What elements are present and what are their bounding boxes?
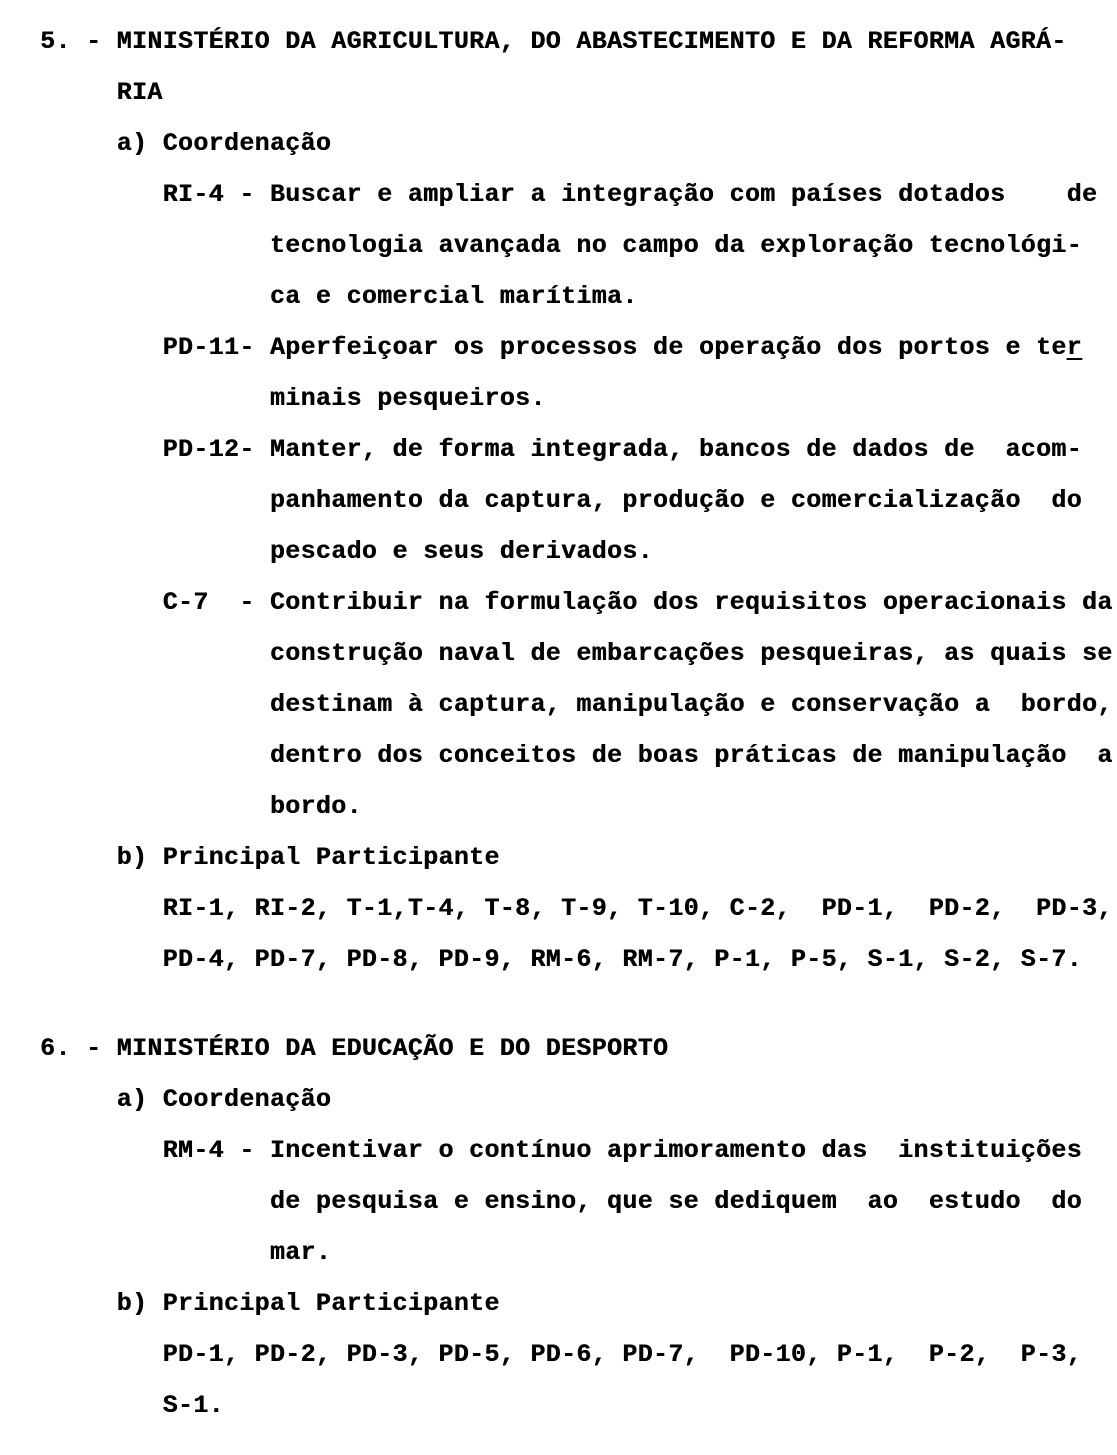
document-line (40, 628, 1117, 679)
document-line (40, 781, 1117, 832)
document-line (40, 934, 1117, 985)
document-line (40, 118, 1117, 169)
line-text: ca e comercial marítima. (40, 282, 638, 311)
line-text: RI-4 - Buscar e ampliar a integração com países dotados de (40, 180, 1098, 209)
document-line (40, 883, 1117, 934)
line-text: S-1. (40, 1391, 224, 1420)
line-text: C-7 - Contribuir na formulação dos requisitos operacionais da (40, 588, 1113, 617)
document-line (40, 1023, 1117, 1074)
line-text: destinam à captura, manipulação e conservação a bordo, (40, 690, 1113, 719)
document-line (40, 67, 1117, 118)
document-line (40, 169, 1117, 220)
line-text: RIA (40, 78, 163, 107)
document-line (40, 271, 1117, 322)
line-text: bordo. (40, 792, 362, 821)
line-text: PD-12- Manter, de forma integrada, bancos de dados de acom- (40, 435, 1082, 464)
line-text: RM-4 - Incentivar o contínuo aprimoramento das instituições (40, 1136, 1082, 1165)
line-text: 6. - MINISTÉRIO DA EDUCAÇÃO E DO DESPORTO (40, 1034, 669, 1063)
line-text: pescado e seus derivados. (40, 537, 653, 566)
line-text: PD-4, PD-7, PD-8, PD-9, RM-6, RM-7, P-1, P-5, S-1, S-2, S-7. (40, 945, 1082, 974)
document-line (40, 1227, 1117, 1278)
document-line (40, 1176, 1117, 1227)
document-line (40, 1329, 1117, 1380)
line-text: a) Coordenação (40, 129, 332, 158)
document-line (40, 679, 1117, 730)
document-line (40, 1125, 1117, 1176)
document-line (40, 832, 1117, 883)
line-text: dentro dos conceitos de boas práticas de manipulação a (40, 741, 1113, 770)
document-line (40, 475, 1117, 526)
line-text: mar. (40, 1238, 332, 1267)
line-text: b) Principal Participante (40, 843, 500, 872)
line-text: tecnologia avançada no campo da exploração tecnológi- (40, 231, 1082, 260)
line-text: PD-1, PD-2, PD-3, PD-5, PD-6, PD-7, PD-10, P-1, P-2, P-3, (40, 1340, 1082, 1369)
line-text: b) Principal Participante (40, 1289, 500, 1318)
document-line (40, 220, 1117, 271)
line-text: RI-1, RI-2, T-1,T-4, T-8, T-9, T-10, C-2, PD-1, PD-2, PD-3, (40, 894, 1113, 923)
line-text: minais pesqueiros. (40, 384, 546, 413)
line-text: 5. - MINISTÉRIO DA AGRICULTURA, DO ABASTECIMENTO E DA REFORMA AGRÁ- (40, 27, 1067, 56)
line-text: a) Coordenação (40, 1085, 332, 1114)
document-line (40, 424, 1117, 475)
document-line (40, 16, 1117, 67)
document-line (40, 322, 1117, 373)
document-line (40, 526, 1117, 577)
underlined-text: r (1066, 333, 1082, 362)
line-text: construção naval de embarcações pesqueiras, as quais se (40, 639, 1113, 668)
document-line (40, 1380, 1117, 1431)
line-text: PD-11- Aperfeiçoar os processos de operação dos portos e te (40, 333, 1067, 362)
document-line (40, 1278, 1117, 1329)
document-line (40, 730, 1117, 781)
line-text: de pesquisa e ensino, que se dediquem ao estudo do (40, 1187, 1082, 1216)
line-text: panhamento da captura, produção e comercialização do (40, 486, 1082, 515)
document-line (40, 1074, 1117, 1125)
document-line (40, 577, 1117, 628)
document-line (40, 373, 1117, 424)
